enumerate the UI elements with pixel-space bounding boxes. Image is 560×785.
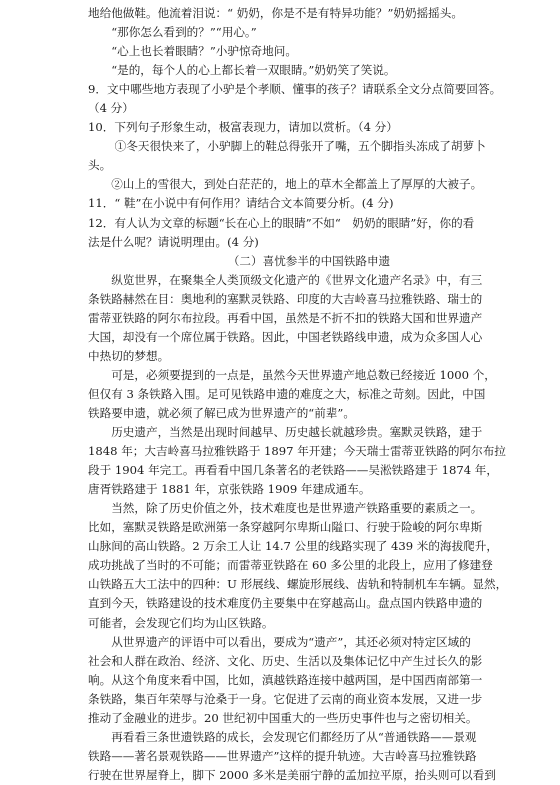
text-line: “那你怎么看到的？”“用心。” bbox=[111, 25, 257, 40]
question-11: 11．“ 鞋”在小说中有何作用？请结合文本简要分析。(4 分) bbox=[88, 196, 394, 211]
text-line: （4 分） bbox=[88, 101, 134, 116]
text-line: 段于 1904 年完工。再看看中国几条著名的老铁路——吴淞铁路建于 1874 年， bbox=[88, 463, 498, 478]
text-line: “心上也长着眼睛？”小驴惊奇地问。 bbox=[111, 44, 297, 59]
question-10: 10．下列句子形象生动，极富表现力，请加以赏析。（4 分） bbox=[88, 120, 398, 135]
text-line: 条铁路赫然在目：奥地利的塞默灵铁路、印度的大吉岭喜马拉雅铁路、瑞士的 bbox=[88, 291, 483, 306]
text-line: 当然，除了历史价值之外，技术难度也是世界遗产铁路重要的素质之一。 bbox=[111, 501, 483, 516]
text-line: 成功挑战了当时的不可能；而雷蒂亚铁路在 60 多公里的北段上，应用了修建登 bbox=[88, 558, 493, 573]
text-line: 中热切的梦想。 bbox=[88, 348, 170, 363]
text-line: 大国，却没有一个席位属于铁路。因此，中国老铁路线申遗，成为众多国人心 bbox=[88, 329, 483, 344]
text-line: 1848 年；大吉岭喜马拉雅铁路于 1897 年开建；今天瑞士雷蒂亚铁路的阿尔布拉 bbox=[88, 444, 506, 459]
text-line: 唐胥铁路建于 1881 年，京张铁路 1909 年建成通车。 bbox=[88, 482, 371, 497]
text-line: 社会和人群在政治、经济、文化、历史、生活以及集体记忆中产生过长久的影 bbox=[88, 653, 483, 668]
text-line: 可能者，会发现它们均为山区铁路。 bbox=[88, 615, 274, 630]
question-9: 9．文中哪些地方表现了小驴是个孝顺、懂事的孩子？请联系全文分点简要回答。 bbox=[88, 82, 502, 97]
text-line: 从世界遗产的评语中可以看出，要成为“遗产”，其还必须对特定区域的 bbox=[111, 634, 471, 649]
text-line: 再看看三条世遗铁路的成长，会发现它们都经历了从“普通铁路——景观 bbox=[111, 729, 477, 744]
text-line: 响。从这个角度来看中国，比如，滇越铁路连接中越两国，是中国西南部第一 bbox=[88, 672, 483, 687]
text-line: ②山上的雪很大，到处白茫茫的，地上的草木全都盖上了厚厚的大被子。 bbox=[111, 177, 483, 192]
text-line: 山脉间的高山铁路。2 万余工人让 14.7 公里的线路实现了 439 米的海拔爬升， bbox=[88, 539, 498, 554]
text-line: 山铁路五大工法中的四种：U 形展线、螺旋形展线、齿轨和特制机车车辆。显然， bbox=[88, 577, 508, 592]
text-line: 条铁路，集百年荣辱与沧桑于一身。它促进了云南的商业资本发展，又进一步 bbox=[88, 691, 483, 706]
text-line: 行驶在世界屋脊上，脚下 2000 多米是美丽宁静的孟加拉平原，抬头则可以看到 bbox=[88, 767, 496, 782]
section-title: （二）喜忧参半的中国铁路申遗 bbox=[227, 253, 391, 268]
text-line: 比如，塞默灵铁路是欧洲第一条穿越阿尔卑斯山隘口、行驶于险峻的阿尔卑斯 bbox=[88, 520, 483, 535]
text-line: 可是，必须要提到的一点是，虽然今天世界遗产地总数已经接近 1000 个， bbox=[111, 367, 496, 382]
text-line: 铁路——著名景观铁路——世界遗产”这样的提升轨迹。大吉岭喜马拉雅铁路 bbox=[88, 748, 477, 763]
text-line: 铁路要申遗，就必须了解已成为世界遗产的“前辈”。 bbox=[88, 405, 355, 420]
question-12: 12．有人认为文章的标题“长在心上的眼睛”不如“ 奶奶的眼睛”好，你的看 bbox=[88, 215, 475, 230]
text-line: 雷蒂亚铁路的阿尔布拉段。再看中国，虽然是不折不扣的铁路大国和世界遗产 bbox=[88, 310, 483, 325]
text-line: “是的，每个人的心上都长着一双眼睛。”奶奶笑了笑说。 bbox=[111, 63, 396, 78]
text-line: 纵览世界，在聚集全人类顶级文化遗产的《世界文化遗产名录》中，有三 bbox=[111, 272, 483, 287]
text-line: 头。 bbox=[88, 158, 112, 173]
text-line: 推动了金融业的进步。20 世纪初中国重大的一些历史事件也与之密切相关。 bbox=[88, 710, 478, 725]
text-line: 法是什么呢？请说明理由。(4 分) bbox=[88, 234, 259, 249]
text-line: 历史遗产，当然是出现时间越早、历史越长就越珍贵。塞默灵铁路，建于 bbox=[111, 425, 483, 440]
text-line: 地给他做鞋。他流着泪说：“ 奶奶，你是不是有特异功能？”奶奶摇摇头。 bbox=[88, 6, 463, 20]
text-line: ①冬天很快来了，小驴脚上的鞋总得张开了嘴，五个脚指头冻成了胡萝卜 bbox=[114, 139, 486, 154]
text-line: 直到今天，铁路建设的技术难度仍主要集中在穿越高山。盘点国内铁路申遗的 bbox=[88, 596, 483, 611]
text-line: 但仅有 3 条铁路入围。足可见铁路申遗的难度之大，标准之苛刻。因此，中国 bbox=[88, 386, 486, 401]
